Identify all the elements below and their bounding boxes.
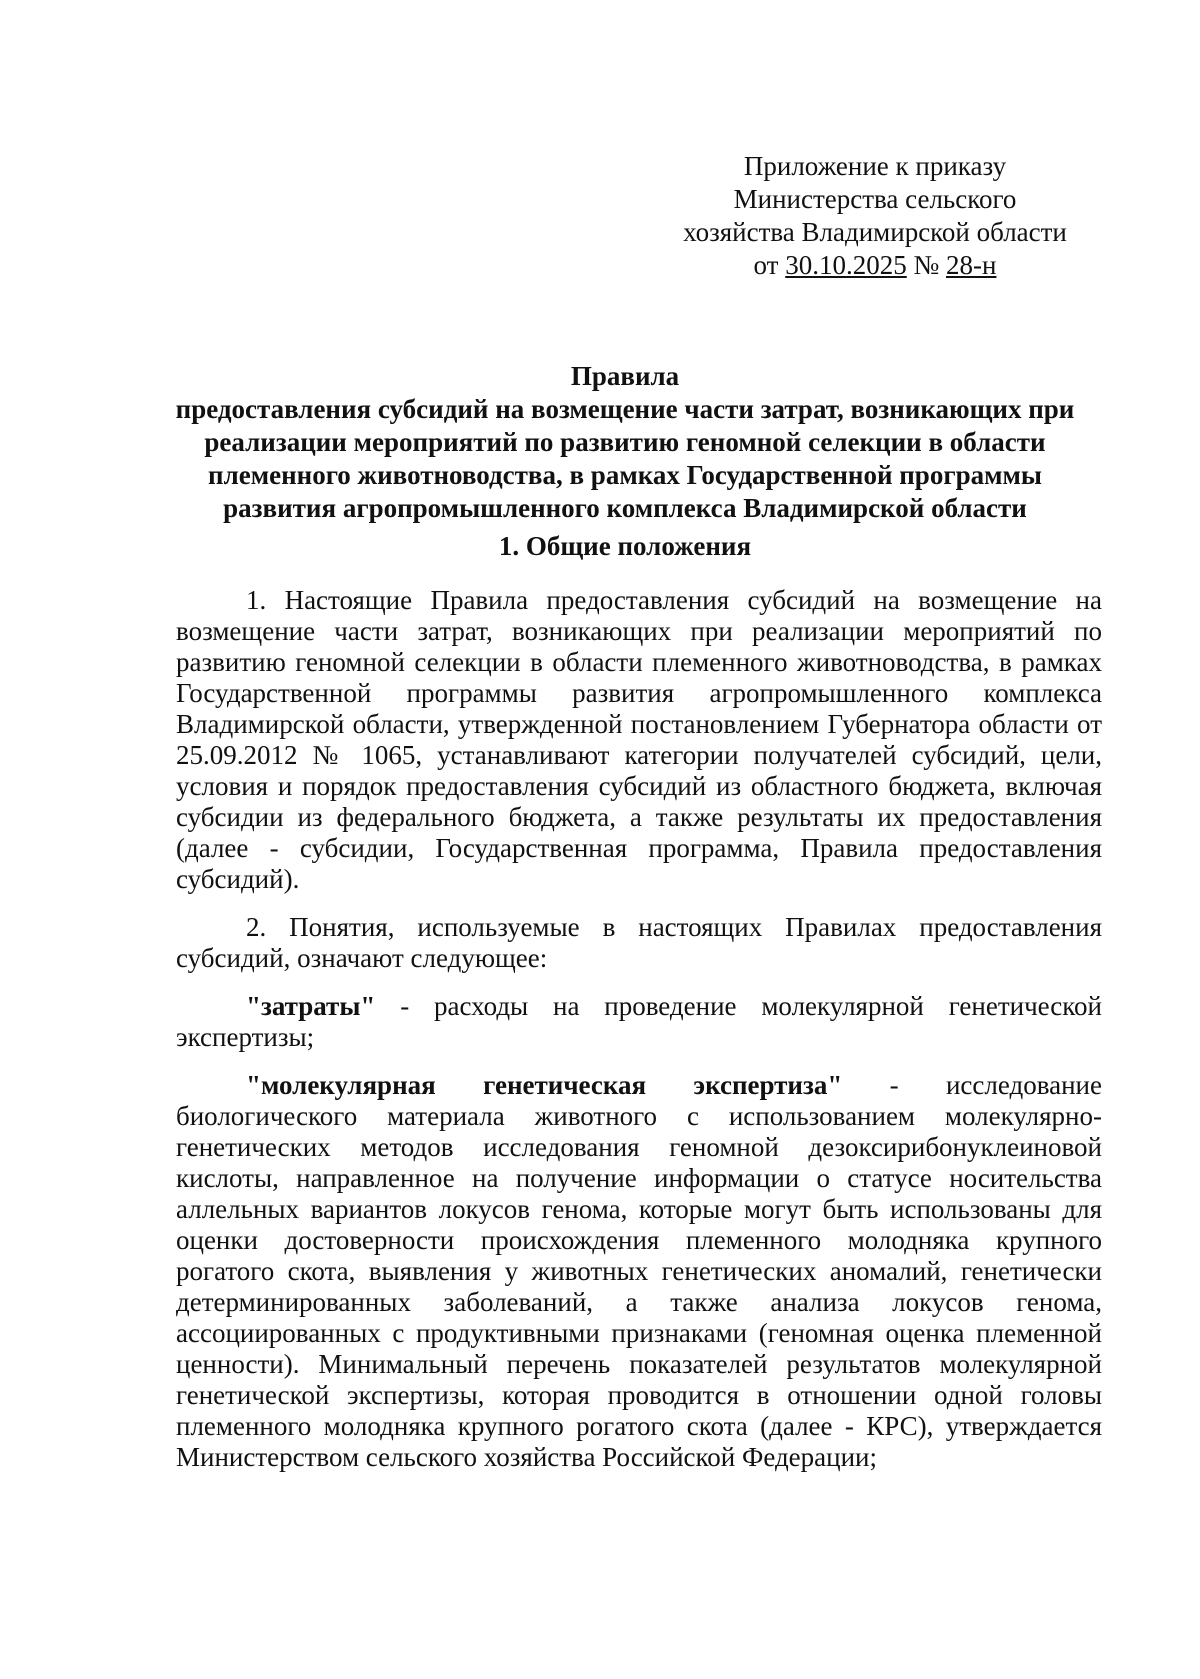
document-title [160,360,1090,525]
appendix-number: 28-н [946,250,997,280]
appendix-line-3: хозяйства Владимирской области [683,217,1067,247]
paragraph-4 [176,1070,1102,1473]
appendix-number-sign: № [913,250,940,280]
title-line-3: племенного животноводства, в рамках Государственной программы [208,460,1042,490]
appendix-date: 30.10.2025 [785,250,907,280]
section-heading: 1. Общие положения [498,531,752,561]
title-line-1: предоставления субсидий на возмещение части затрат, возникающих при [175,394,1075,424]
appendix-line-1: Приложение к приказу [743,151,1007,181]
paragraph-3 [176,991,1102,1053]
appendix-line-2: Министерства сельского [733,184,1017,214]
paragraph-1: 1. Настоящие Правила предоставления субсидий на возмещение на возмещение части затрат, возникающих при реализации мероприятий по развитию геномной селекции в области племенного животноводства, в рамках Государственной программы развития агропромышленного комплекса Владимирской области, утвержденной постановлением Губернатора области от 25.09.2012 № 1065, устанавливают категории получателей субсидий, цели, условия и порядок предоставления субсидий из областного бюджета, включая субсидии из федерального бюджета, а также результаты их предоставления (далее - субсидии, Государственная программа, Правила предоставления субсидий). [176,585,1102,894]
title-heading: Правила [570,361,680,391]
term-costs: "затраты" [246,991,376,1021]
title-line-2: реализации мероприятий по развитию геномной селекции в области [204,427,1046,457]
appendix-date-line [640,249,1110,282]
definition-genetic-expertise: - исследование биологического материала животного с использованием молекулярно-генетических методов исследования геномной дезоксирибонуклеиновой кислоты, направленное на получение информации о статусе носительства аллельных вариантов локусов генома, которые могут быть использованы для оценки достоверности происхождения племенного молодняка крупного рогатого скота, выявления у животных генетических аномалий, генетически детерминированных заболеваний, а также анализа локусов генома, ассоциированных с продуктивными признаками (геномная оценка племенной ценности). Минимальный перечень показателей результатов молекулярной генетической экспертизы, которая проводится в отношении одной головы племенного молодняка крупного рогатого скота (далее - КРС), утверждается Министерством сельского хозяйства Российской Федерации; [176,1070,1102,1472]
appendix-date-prefix: от [753,250,779,280]
document-body [176,585,1102,1490]
term-genetic-expertise: "молекулярная генетическая экспертиза" [246,1070,843,1100]
appendix-header [640,150,1110,282]
paragraph-2: 2. Понятия, используемые в настоящих Правилах предоставления субсидий, означают следующее: [176,912,1102,973]
definition-costs: - расходы на проведение молекулярной генетической экспертизы; [176,991,1102,1052]
title-line-4: развития агропромышленного комплекса Владимирской области [223,493,1027,523]
